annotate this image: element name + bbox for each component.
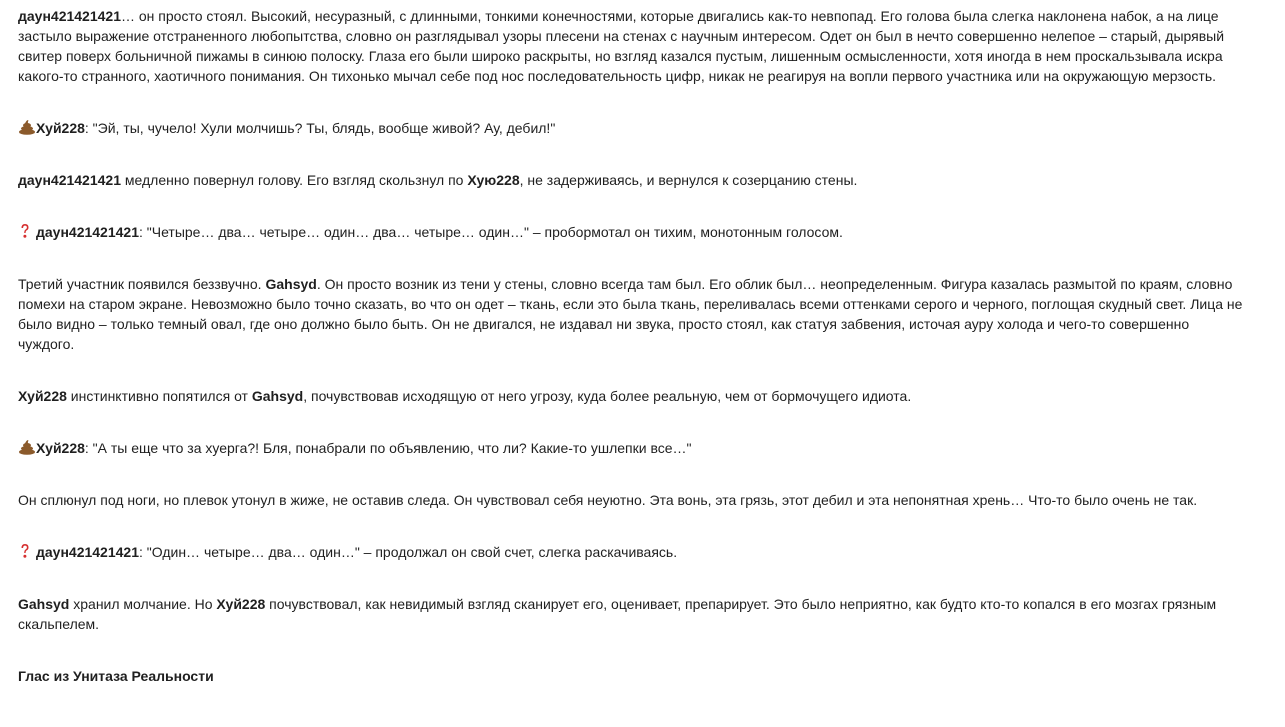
- character-name: Хуй228: [216, 596, 266, 612]
- character-name: даун421421421: [18, 8, 121, 24]
- character-name: даун421421421: [36, 544, 139, 560]
- narrative-text: инстинктивно попятился от: [66, 388, 252, 404]
- story-paragraph: [18, 118, 1248, 138]
- character-name: Gahsyd: [18, 596, 70, 612]
- character-name: даун421421421: [18, 172, 121, 188]
- narrative-text: : "Четыре… два… четыре… один… два… четыре… один…" – пробормотал он тихим, монотонным голосом.: [139, 224, 843, 240]
- narrative-text: медленно повернул голову. Его взгляд скользнул по: [121, 172, 468, 188]
- narrative-text: : "А ты еще что за хуерга?! Бля, понабрали по объявлению, что ли? Какие-то ушлепки все…": [84, 440, 692, 456]
- character-name: Хуй228: [36, 440, 85, 456]
- character-name: Хую228: [467, 172, 520, 188]
- narrative-text: , почувствовав исходящую от него угрозу, куда более реальную, чем от бормочущего идиота.: [303, 388, 912, 404]
- section-heading: Глас из Унитаза Реальности: [18, 668, 214, 684]
- narrative-text: . Он просто возник из тени у стены, словно всегда там был. Его облик был… неопределенным. Фигура казалась размытой по краям, словно помехи на старом экране. Невозможно было точно сказать, во что он одет – ткань, если это была ткань, переливалась всеми оттенками серого и черного, поглощая скудный свет. Лица не было видно – только темный овал, где оно должно было быть. Он не двигался, не издавал ни звука, просто стоял, как статуя забвения, источая ауру холода и чего-то совершенно чуждого.: [18, 276, 1243, 352]
- story-paragraph: [18, 594, 1248, 634]
- poop-emoji-icon: [18, 119, 36, 135]
- story-paragraph: [18, 542, 1248, 562]
- narrative-text: … он просто стоял. Высокий, несуразный, с длинными, тонкими конечностями, которые двигались как-то невпопад. Его голова была слегка наклонена набок, а на лице застыло выражение отстраненного любопытства, словно он разглядывал узоры плесени на стенах с научным интересом. Одет он был в нечто совершенно нелепое – старый, дырявый свитер поверх больничной пижамы в синюю полоску. Глаза его были широко раскрыты, но взгляд казался пустым, лишенным осмысленности, хотя иногда в нем проскальзывала искра какого-то странного, хаотичного понимания. Он тихонько мычал себе под нос последовательность цифр, никак не реагируя на вопли первого участника или на окружающую мерзость.: [18, 8, 1225, 84]
- story-paragraph: [18, 170, 1248, 190]
- story-paragraph: [18, 438, 1248, 458]
- story-paragraph: [18, 274, 1248, 354]
- narrative-text: : "Эй, ты, чучело! Хули молчишь? Ты, блядь, вообще живой? Ау, дебил!": [84, 120, 556, 136]
- narrative-text: хранил молчание. Но: [69, 596, 217, 612]
- character-name: Хуй228: [18, 388, 67, 404]
- narrative-text: Третий участник появился беззвучно.: [18, 276, 266, 292]
- narrative-text: , не задерживаясь, и вернулся к созерцанию стены.: [519, 172, 858, 188]
- paragraph-list: [18, 6, 1248, 634]
- story-paragraph: [18, 6, 1248, 86]
- narrative-text: почувствовал, как невидимый взгляд сканирует его, оценивает, препарирует. Это было неприятно, как будто кто-то копался в его мозгах грязным скальпелем.: [18, 596, 1217, 632]
- story-paragraph: [18, 386, 1248, 406]
- narrative-text: Он сплюнул под ноги, но плевок утонул в жиже, не оставив следа. Он чувствовал себя неуютно. Эта вонь, эта грязь, этот дебил и эта непонятная хрень… Что-то было очень не так.: [18, 492, 1198, 508]
- character-name: Gahsyd: [251, 388, 304, 404]
- story-paragraph: [18, 222, 1248, 242]
- narrative-text: : "Один… четыре… два… один…" – продолжал он свой счет, слегка раскачиваясь.: [139, 544, 678, 560]
- character-name: Хуй228: [36, 120, 85, 136]
- character-name: даун421421421: [36, 224, 139, 240]
- question-mark-emoji-icon: [18, 543, 36, 559]
- story-paragraph: [18, 490, 1248, 510]
- document-body: [18, 6, 1248, 686]
- character-name: Gahsyd: [265, 276, 317, 292]
- poop-emoji-icon: [18, 439, 36, 455]
- question-mark-emoji-icon: [18, 223, 36, 239]
